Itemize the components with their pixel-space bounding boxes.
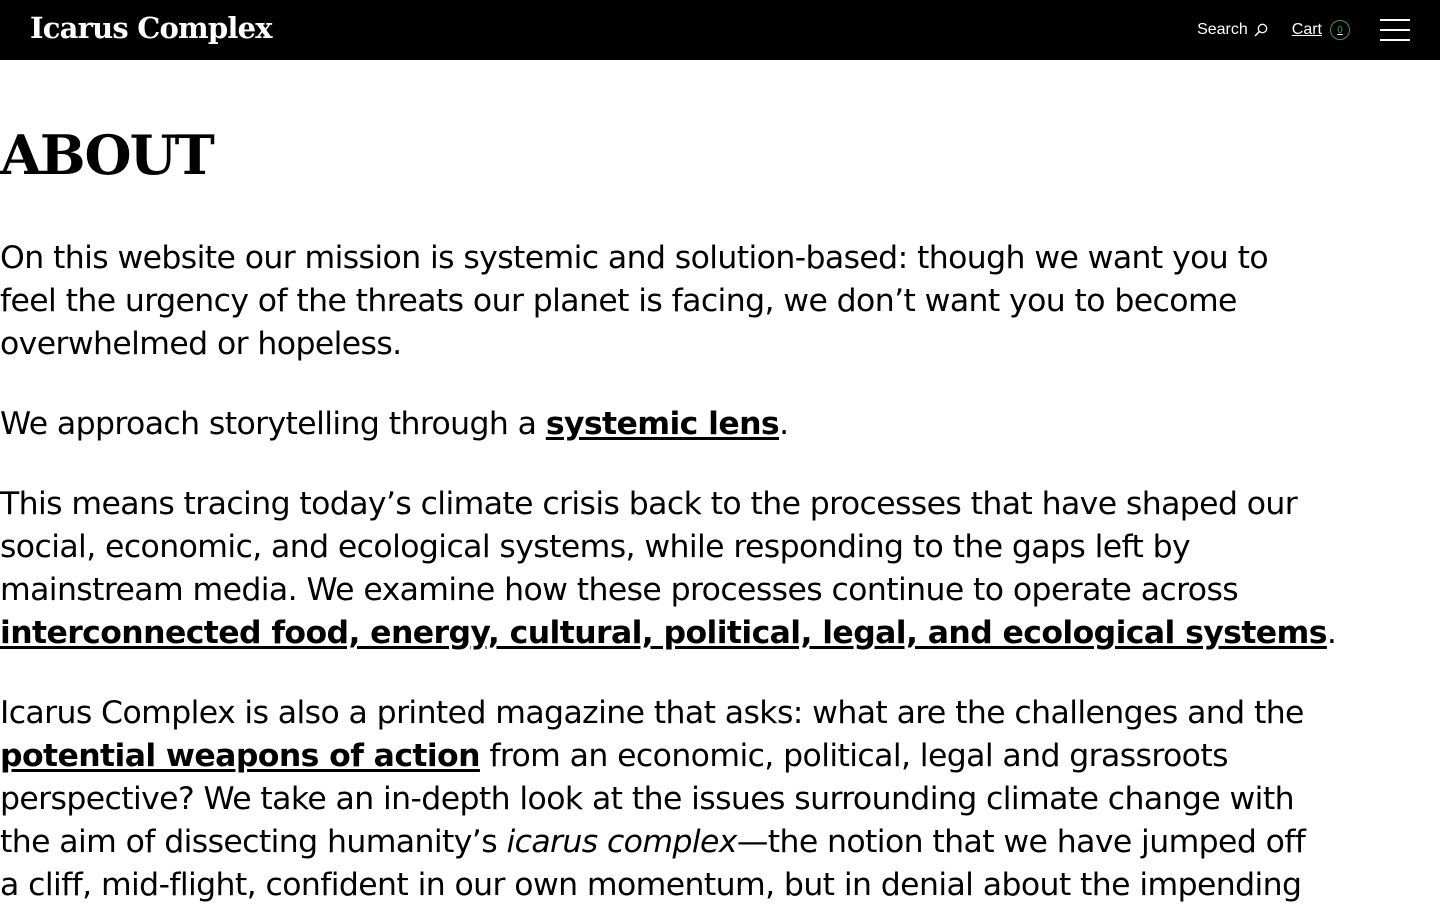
mission-paragraph: On this website our mission is systemic and solution-based: though we want you to feel the urgency of the threats our planet is facing, we don’t want you to become overwhelmed or hopeless. <box>0 240 1268 362</box>
header-actions <box>1197 0 1410 60</box>
systemic-lens-link[interactable]: systemic lens <box>545 406 780 442</box>
site-logo[interactable]: Icarus Complex <box>30 10 272 45</box>
magazine-paragraph: Icarus Complex is also a printed magazine that asks: what are the challenges and the potential weapons of action from an economic, political, legal and grassroots perspective? We take an in-depth look at the issues surrounding climate change with the aim of dissecting humanity’s icarus complex—the notion that we have jumped off a cliff, mid-flight, confident in our own momentum, but in denial about the impending <box>0 695 1306 903</box>
page-title: ABOUT <box>0 123 213 187</box>
interconnected-systems-link[interactable]: interconnected food, energy, cultural, political, legal, and ecological systems <box>0 615 1327 651</box>
cart-link[interactable] <box>1292 20 1350 40</box>
weapons-of-action-link[interactable]: potential weapons of action <box>0 738 480 774</box>
top-navigation-bar <box>0 0 1440 60</box>
search-icon <box>1254 23 1268 37</box>
icarus-complex-emphasis: icarus complex <box>506 824 737 860</box>
storytelling-paragraph: We approach storytelling through a systemic lens. <box>0 406 789 442</box>
main-content <box>0 60 1440 907</box>
hamburger-menu-icon <box>1380 19 1410 21</box>
search-button[interactable] <box>1197 21 1268 39</box>
cart-label: Cart <box>1291 21 1322 38</box>
hamburger-menu-button[interactable] <box>1380 19 1410 41</box>
systems-paragraph: This means tracing today’s climate crisis back to the processes that have shaped our social, economic, and ecological systems, while responding to the gaps left by mainstream media. We examine how these processes continue to operate across interconnected food, energy, cultural, political, legal, and ecological systems. <box>0 486 1337 651</box>
cart-count-badge: 0 <box>1330 20 1350 40</box>
search-label: Search <box>1197 21 1248 38</box>
